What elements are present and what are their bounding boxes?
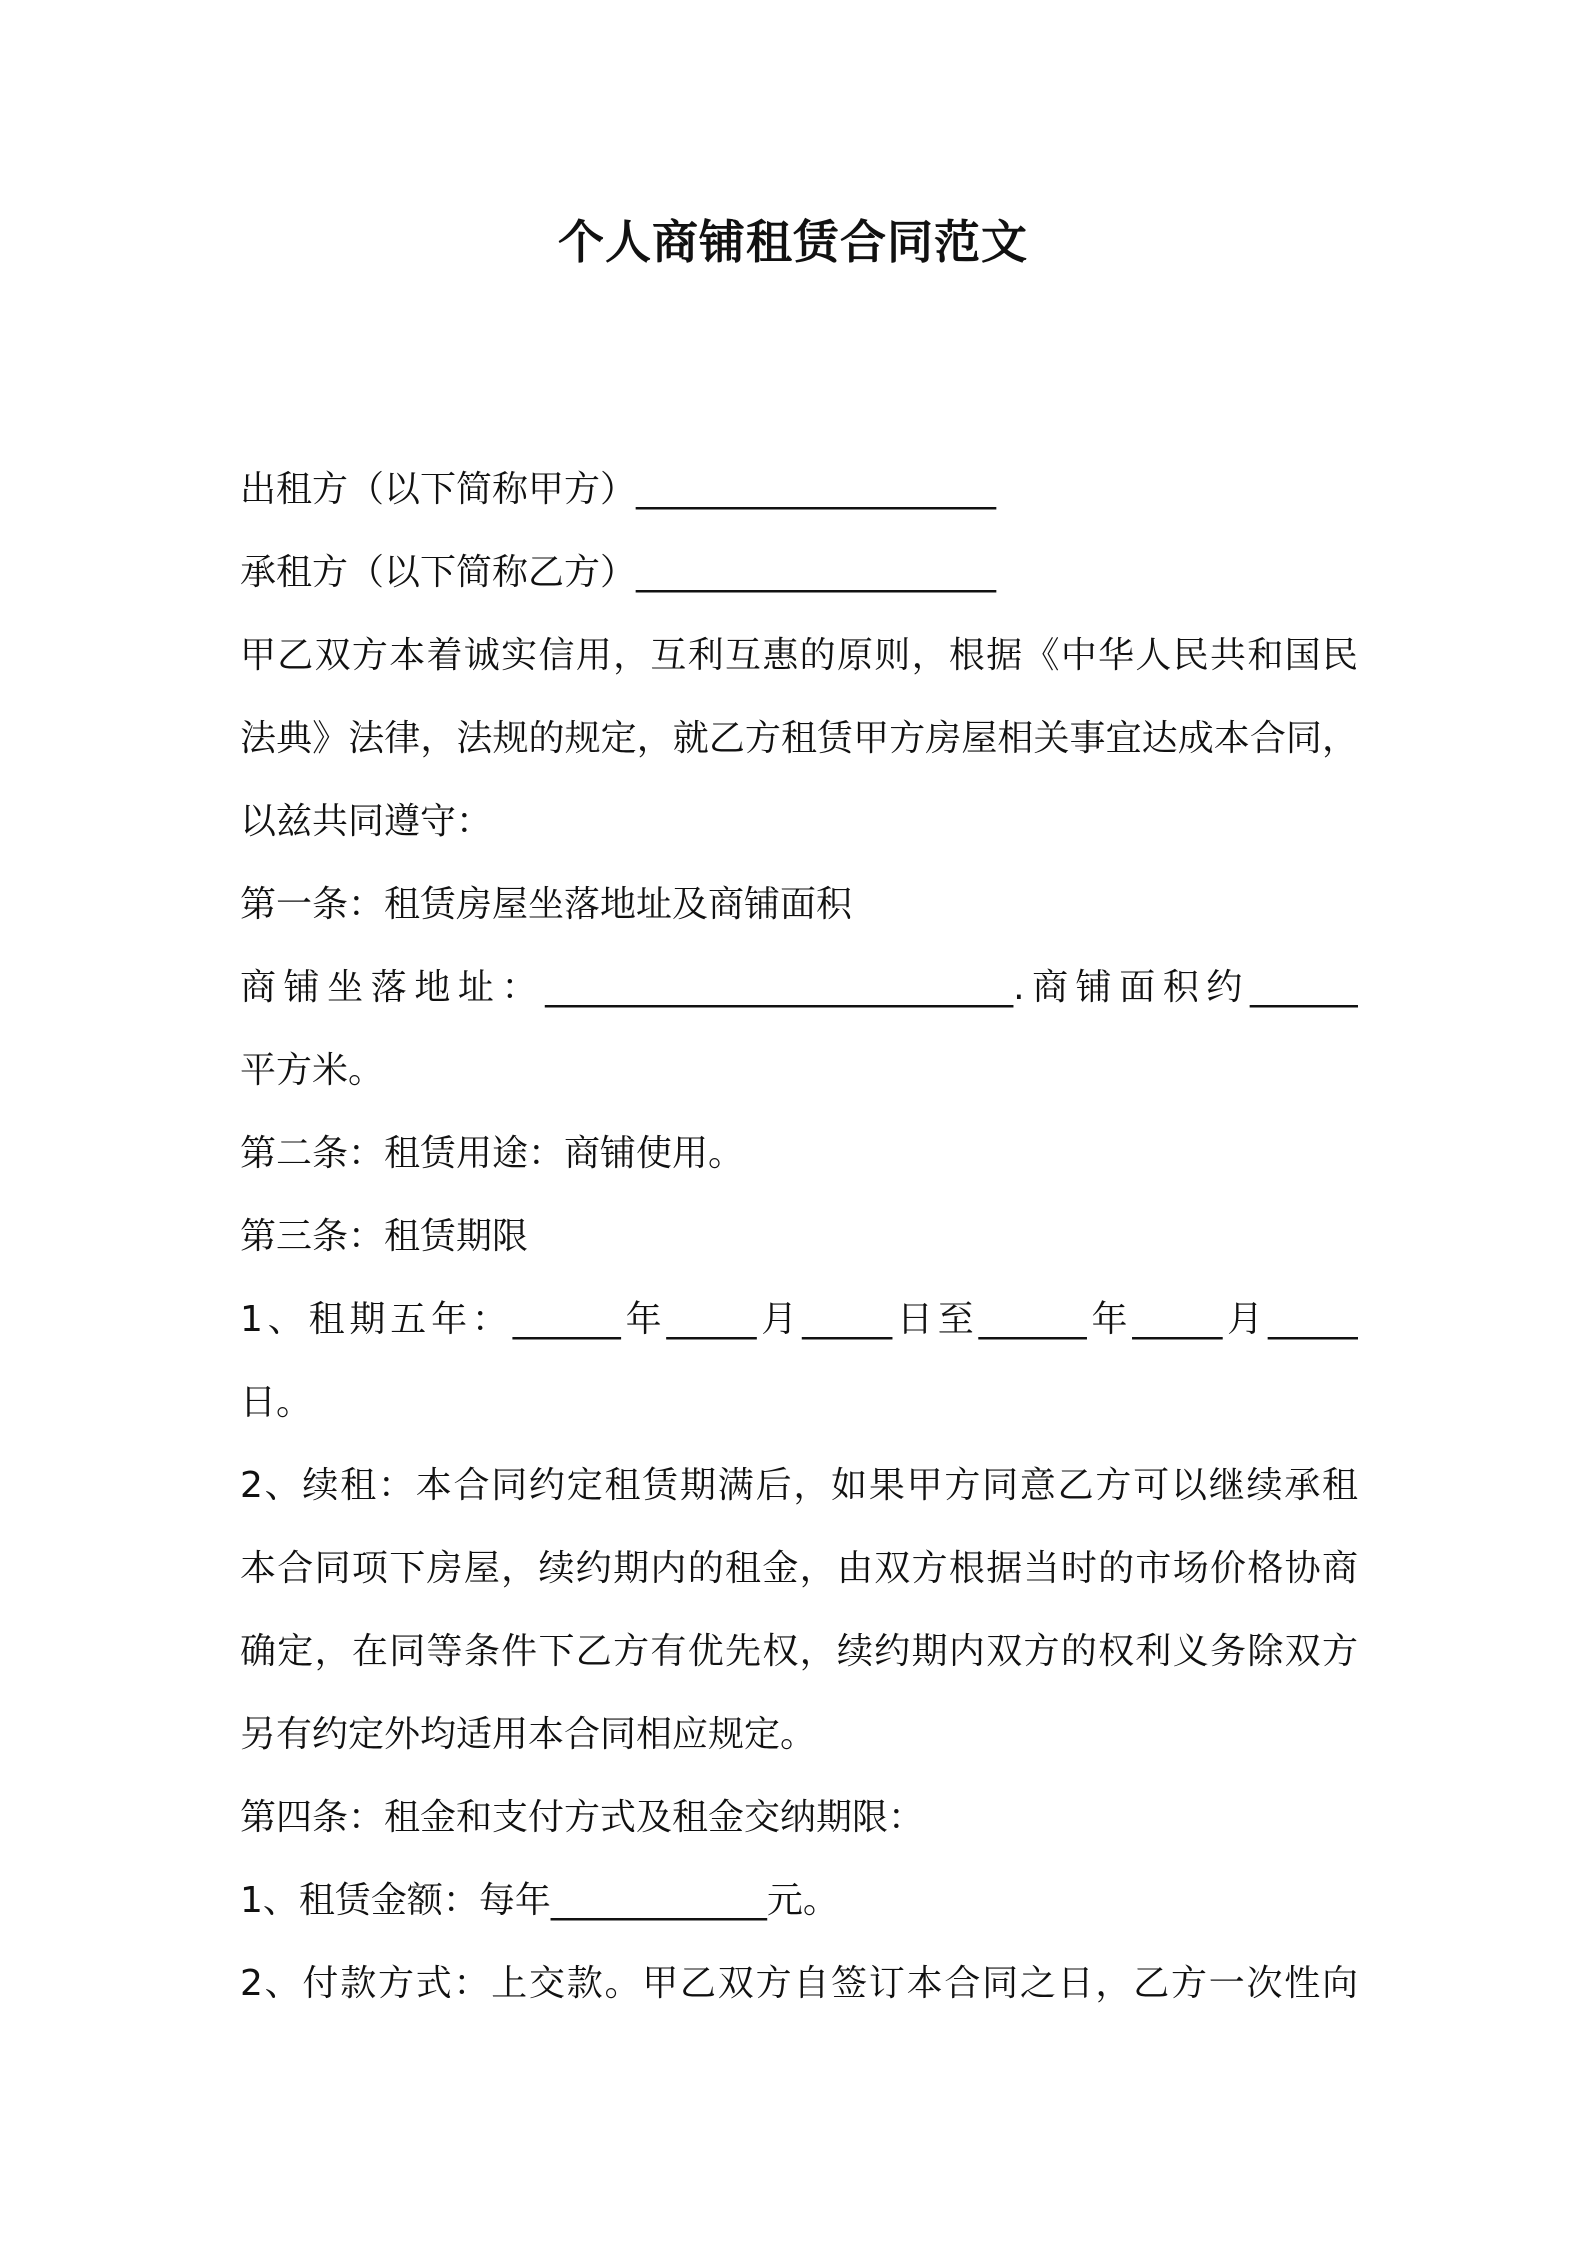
lease-term-end-line: 日。 xyxy=(240,1382,313,1423)
lessor-line: 出租方（以下简称甲方）____________________ xyxy=(240,469,997,510)
renewal-line-4: 另有约定外均适用本合同相应规定。 xyxy=(240,1714,817,1755)
preamble-line-1: 甲乙双方本着诚实信用，互利互惠的原则，根据《中华人民共和国民 xyxy=(240,635,1358,676)
renewal-line-1: 2、续租：本合同约定租赁期满后，如果甲方同意乙方可以继续承租 xyxy=(240,1465,1358,1506)
lease-term-line: 1、租期五年：______年_____月_____日至______年_____月_____ xyxy=(240,1299,1358,1340)
article-1-heading: 第一条：租赁房屋坐落地址及商铺面积 xyxy=(240,884,853,925)
preamble-line-3: 以兹共同遵守： xyxy=(240,801,493,842)
article-3-heading: 第三条：租赁期限 xyxy=(240,1216,529,1257)
document-body xyxy=(240,448,1358,2025)
shop-address-line: 商铺坐落地址：__________________________.商铺面积约______ xyxy=(240,967,1358,1008)
payment-method-line: 2、付款方式：上交款。甲乙双方自签订本合同之日，乙方一次性向 xyxy=(240,1963,1358,2004)
article-4-heading: 第四条：租金和支付方式及租金交纳期限： xyxy=(240,1797,925,1838)
renewal-line-2: 本合同项下房屋，续约期内的租金，由双方根据当时的市场价格协商 xyxy=(240,1548,1358,1589)
renewal-line-3: 确定，在同等条件下乙方有优先权，续约期内双方的权利义务除双方 xyxy=(240,1631,1358,1672)
rent-amount-line: 1、租赁金额：每年____________元。 xyxy=(240,1880,839,1921)
document-title: 个人商铺租赁合同范文 xyxy=(558,215,1028,269)
preamble-line-2: 法典》法律，法规的规定，就乙方租赁甲方房屋相关事宜达成本合同， xyxy=(240,718,1358,759)
article-2-heading: 第二条：租赁用途：商铺使用。 xyxy=(240,1133,745,1174)
lessee-line: 承租方（以下简称乙方）____________________ xyxy=(240,552,997,593)
shop-area-unit-line: 平方米。 xyxy=(240,1050,385,1091)
